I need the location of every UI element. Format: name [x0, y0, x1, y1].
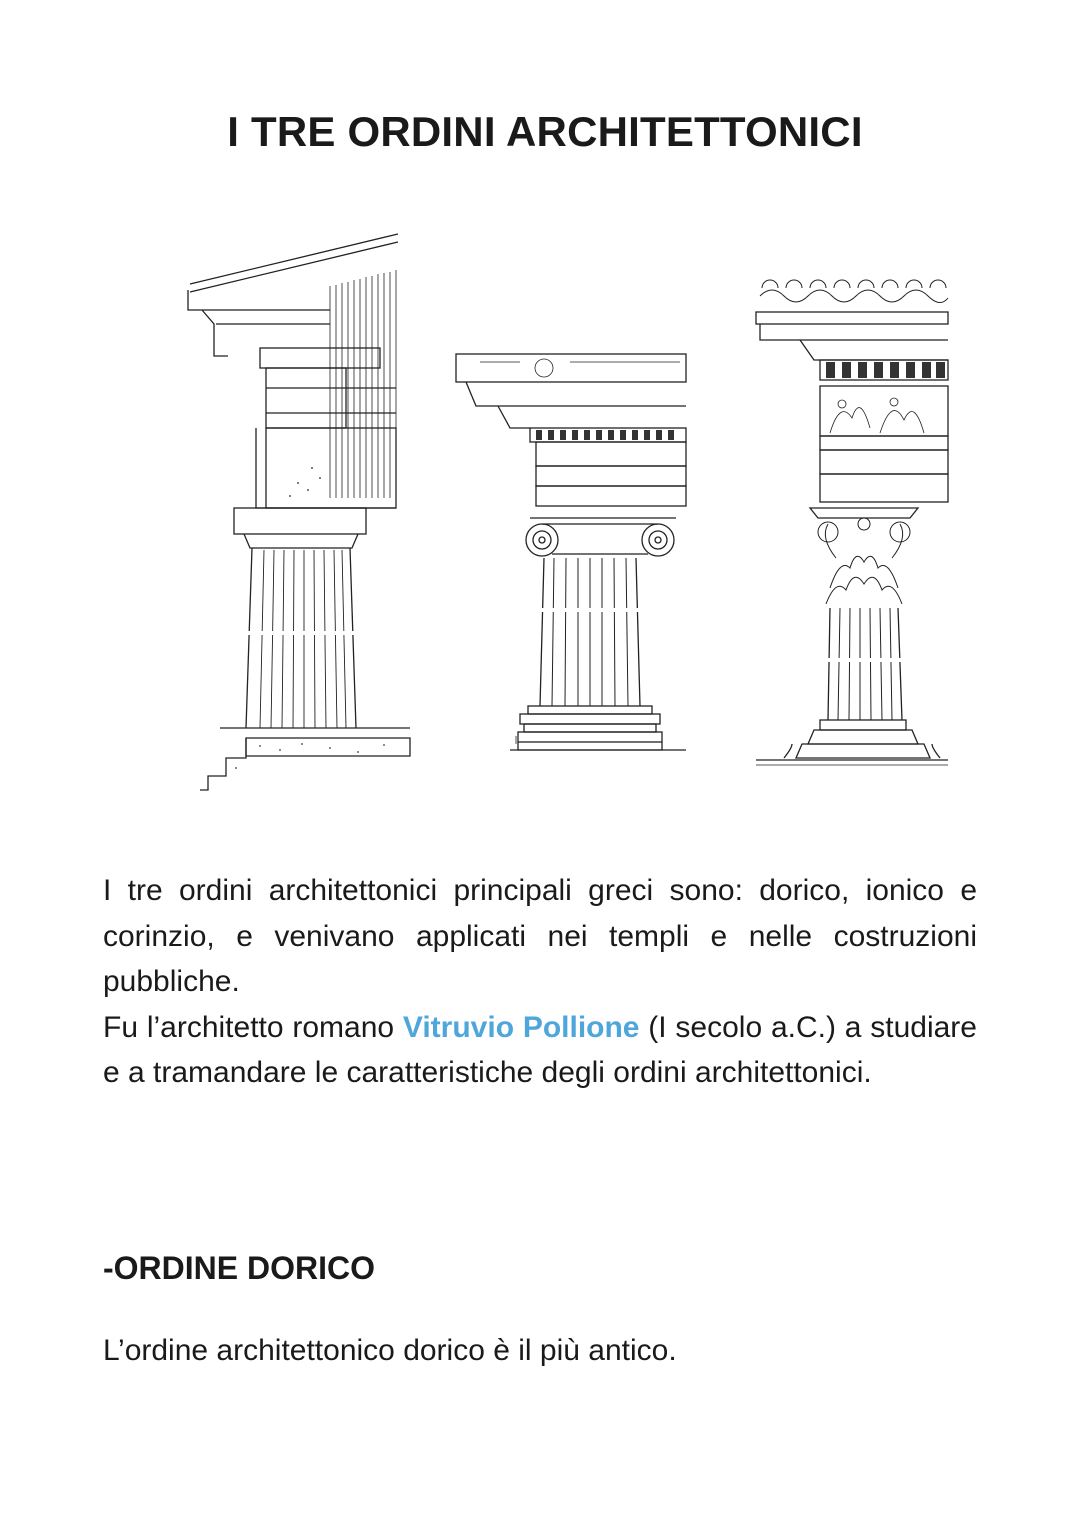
- section-text: L’ordine architettonico dorico è il più antico.: [103, 1334, 677, 1367]
- orders-illustration: [180, 228, 960, 808]
- intro-text-2b: (I secolo a.C.) a studiare e a tramandare le caratteristiche degli ordini architettonici.: [103, 1010, 977, 1089]
- page-title: I TRE ORDINI ARCHITETTONICI: [227, 108, 863, 155]
- section-heading: -ORDINE DORICO: [103, 1250, 375, 1286]
- vitruvio-name: Vitruvio Pollione: [402, 1010, 640, 1044]
- intro-text-2a: Fu l’architetto romano: [103, 1010, 403, 1044]
- ionic-column-drawing: [456, 354, 686, 750]
- intro-paragraph: [103, 868, 977, 1096]
- intro-text-1: I tre ordini architettonici principali greci sono: dorico, ionico e corinzio, e venivano applicati nei templi e nelle costruzioni pubbliche.: [103, 874, 977, 998]
- corinthian-column-drawing: [756, 280, 948, 765]
- doric-column-drawing: [188, 234, 410, 790]
